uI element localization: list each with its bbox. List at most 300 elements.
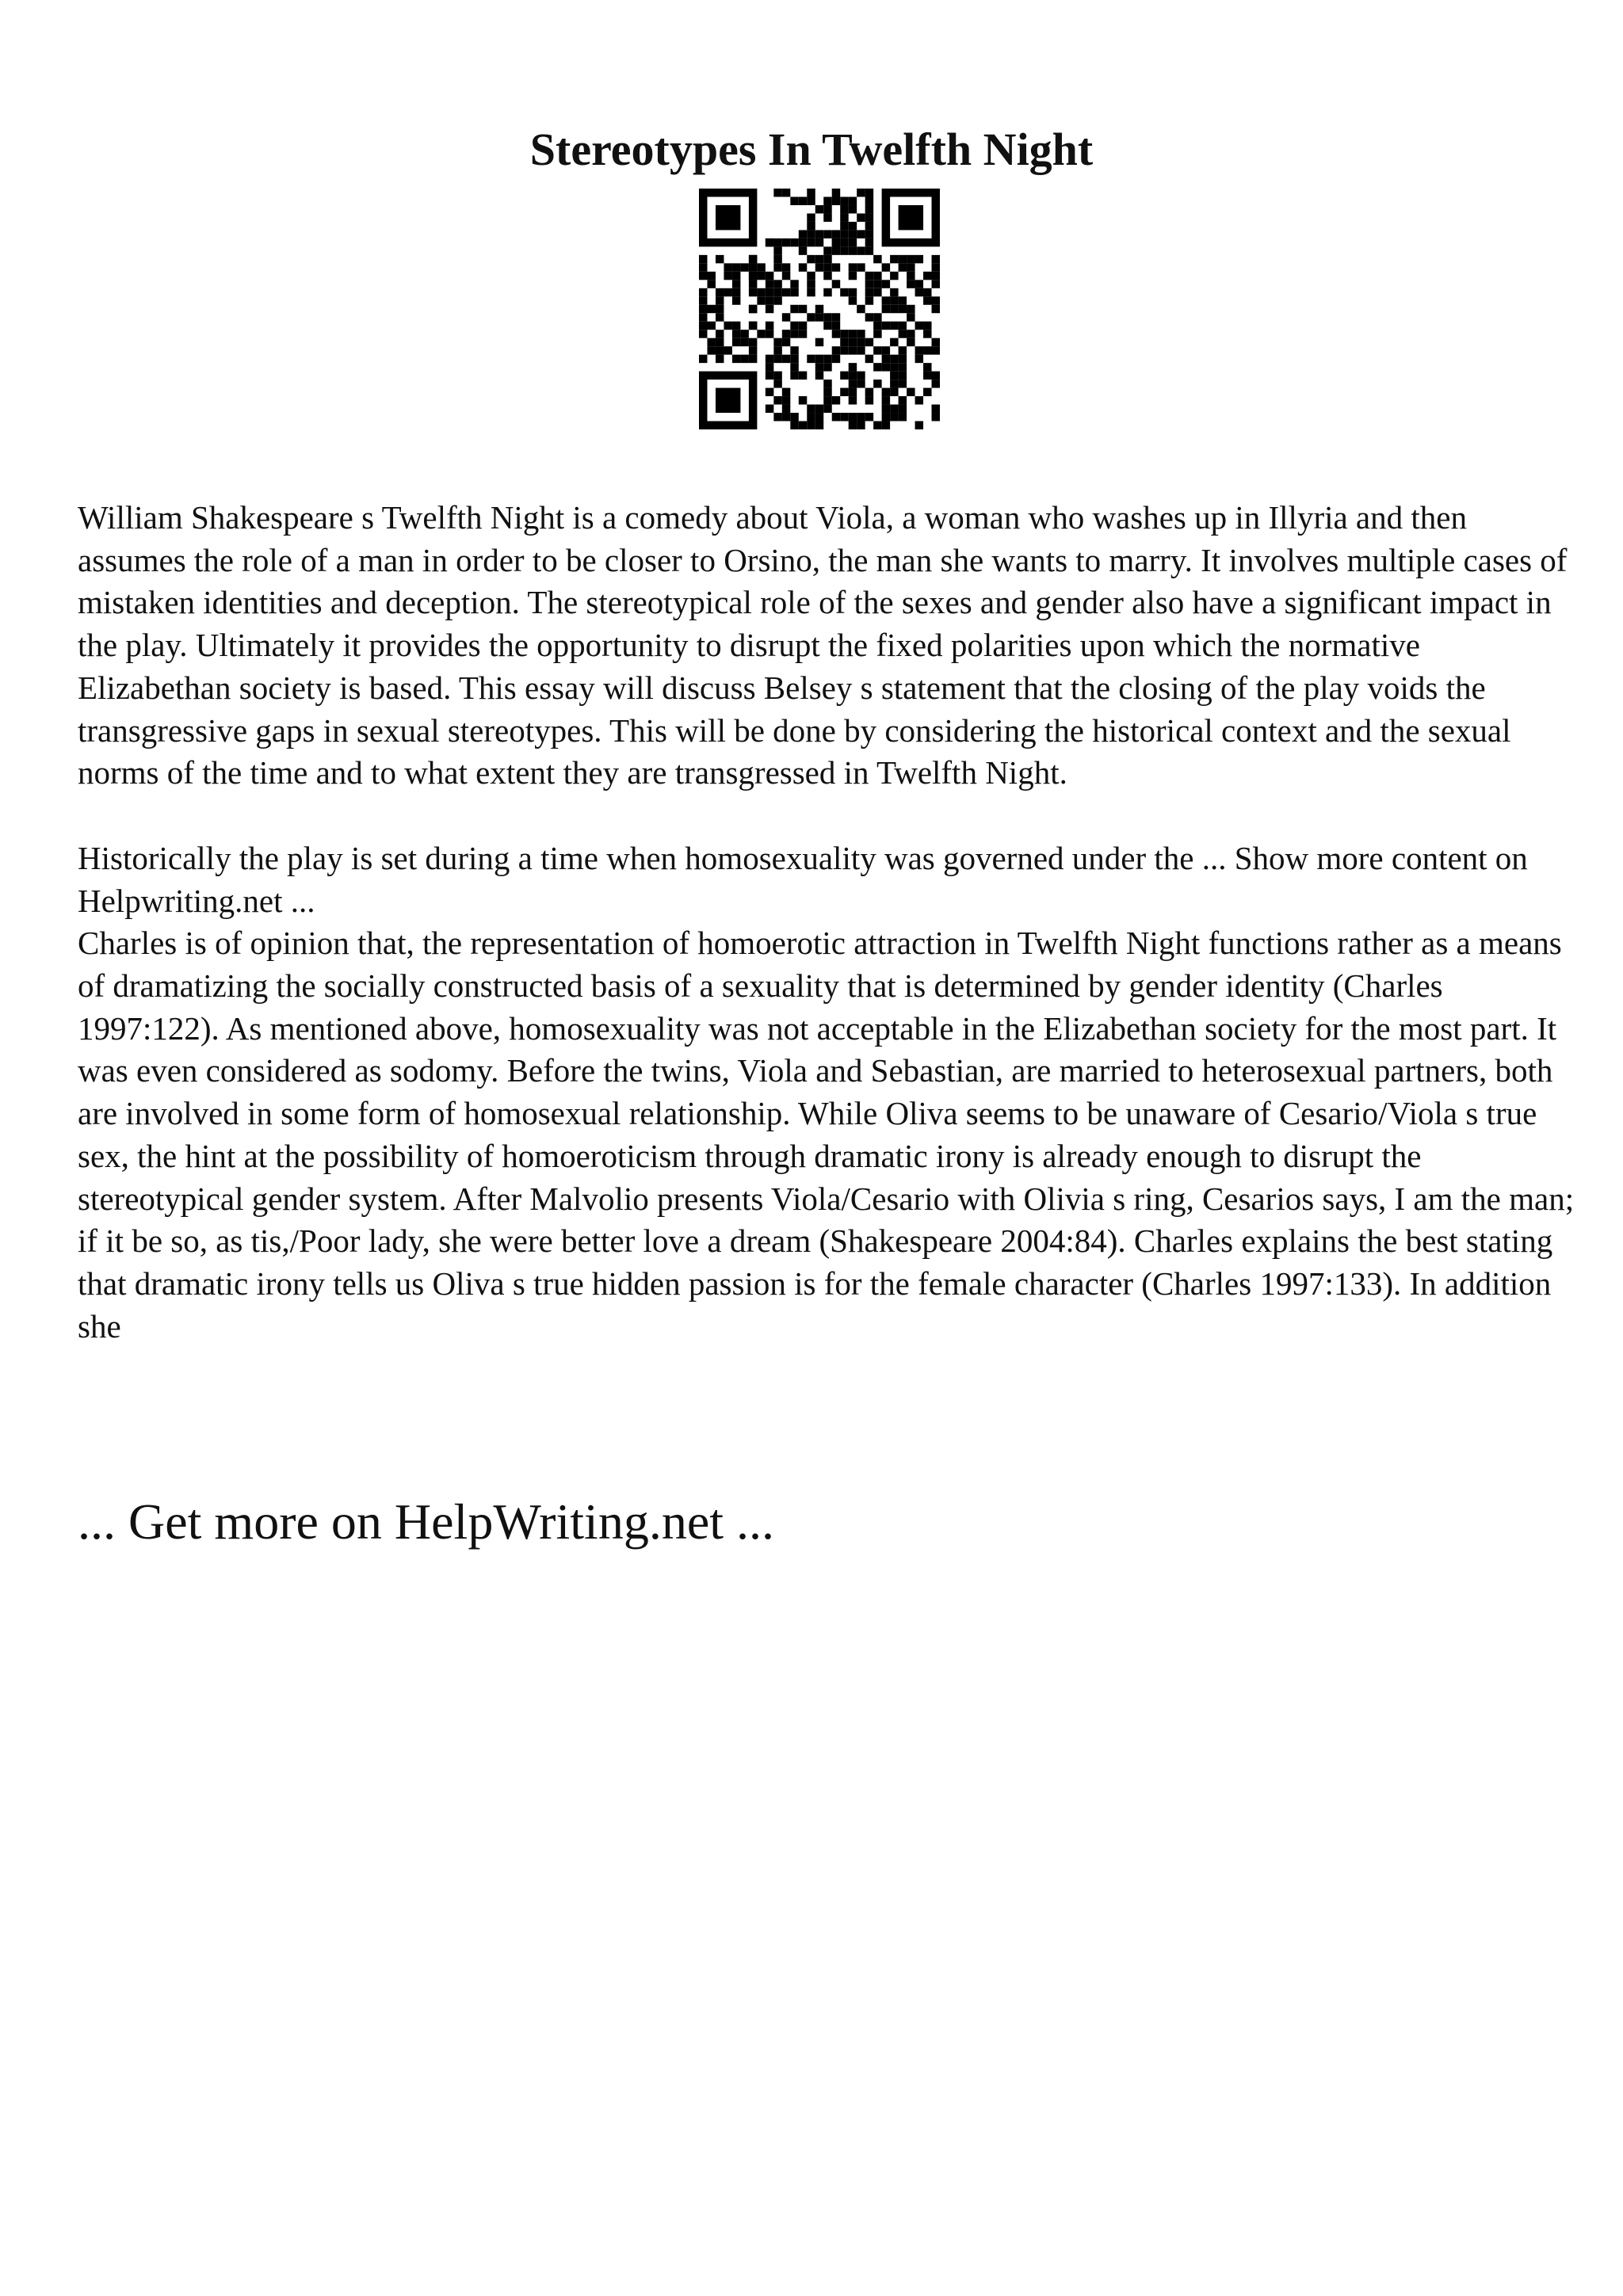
qr-module [899, 346, 907, 354]
qr-module [807, 213, 815, 221]
qr-module [865, 388, 873, 396]
qr-module [707, 305, 715, 313]
qr-module [823, 196, 831, 204]
qr-module [890, 405, 898, 413]
qr-module [915, 255, 923, 263]
qr-module [915, 280, 923, 288]
qr-module [773, 255, 781, 263]
qr-module [807, 196, 815, 204]
qr-module [865, 288, 873, 296]
qr-module [707, 346, 715, 354]
qr-module [716, 346, 724, 354]
qr-module [923, 288, 931, 296]
qr-module [823, 388, 831, 396]
qr-module [790, 280, 798, 288]
qr-module [849, 230, 857, 238]
qr-module [865, 230, 873, 238]
qr-module [823, 379, 831, 387]
qr-module [790, 363, 798, 371]
qr-module [823, 405, 831, 413]
qr-module [815, 413, 823, 421]
qr-module [823, 213, 831, 221]
qr-module [832, 196, 840, 204]
qr-module [749, 255, 757, 263]
qr-module [807, 272, 815, 280]
qr-module [857, 230, 865, 238]
qr-module [849, 372, 857, 379]
qr-module [766, 388, 773, 396]
qr-module [699, 355, 707, 363]
qr-module [699, 305, 707, 313]
qr-module [849, 238, 857, 246]
qr-module [807, 189, 815, 196]
qr-module [782, 355, 790, 363]
qr-module [766, 355, 773, 363]
qr-module [773, 396, 781, 404]
qr-module [865, 338, 873, 346]
qr-module [849, 296, 857, 304]
qr-module [865, 313, 873, 321]
qr-module [799, 322, 807, 330]
qr-module [799, 263, 807, 271]
qr-module [840, 346, 848, 354]
qr-module [840, 372, 848, 379]
qr-module [857, 413, 865, 421]
qr-module [923, 346, 931, 354]
get-more-link[interactable]: ... Get more on HelpWriting.net ... [78, 1493, 774, 1550]
qr-module [807, 405, 815, 413]
qr-module [782, 396, 790, 404]
qr-module [873, 313, 881, 321]
qr-module [915, 322, 923, 330]
paragraph-history-preview: Historically the play is set during a time when homosexuality was governed under the ... Show more content on Helpwriting.net ... [78, 839, 1528, 919]
qr-module [823, 255, 831, 263]
qr-module [732, 263, 740, 271]
qr-module [799, 238, 807, 246]
qr-module [807, 421, 815, 429]
qr-module [907, 313, 915, 321]
qr-module [732, 322, 740, 330]
qr-module [849, 363, 857, 371]
qr-module [815, 405, 823, 413]
qr-module [882, 421, 890, 429]
qr-module [840, 222, 848, 230]
qr-module [907, 263, 915, 271]
qr-module [932, 338, 940, 346]
qr-module [773, 338, 781, 346]
qr-module [882, 413, 890, 421]
qr-module [766, 330, 773, 338]
qr-module [915, 421, 923, 429]
qr-module [782, 189, 790, 196]
qr-module [790, 355, 798, 363]
qr-module [815, 230, 823, 238]
qr-module [766, 280, 773, 288]
qr-module [857, 330, 865, 338]
qr-module [707, 272, 715, 280]
qr-module [815, 313, 823, 321]
qr-module [865, 238, 873, 246]
qr-module [815, 238, 823, 246]
qr-module [849, 379, 857, 387]
qr-module [707, 322, 715, 330]
qr-module [716, 313, 724, 321]
qr-module [716, 305, 724, 313]
qr-module [749, 305, 757, 313]
qr-module [766, 296, 773, 304]
qr-module [799, 330, 807, 338]
qr-module [823, 396, 831, 404]
qr-module [766, 322, 773, 330]
qr-module [899, 355, 907, 363]
qr-module [899, 322, 907, 330]
qr-module [907, 330, 915, 338]
qr-module [832, 330, 840, 338]
qr-module [849, 196, 857, 204]
qr-module [782, 313, 790, 321]
qr-module [865, 413, 873, 421]
qr-module [899, 255, 907, 263]
qr-module [823, 322, 831, 330]
qr-module [840, 413, 848, 421]
qr-module [732, 338, 740, 346]
qr-module [782, 288, 790, 296]
qr-module [699, 313, 707, 321]
qr-module [832, 313, 840, 321]
qr-module [749, 355, 757, 363]
qr-module [882, 396, 890, 404]
qr-module [749, 322, 757, 330]
page-title: Stereotypes In Twelfth Night [529, 123, 1094, 175]
qr-module [865, 196, 873, 204]
qr-module [907, 280, 915, 288]
qr-module [790, 346, 798, 354]
qr-module [823, 272, 831, 280]
qr-module [832, 322, 840, 330]
qr-module [899, 413, 907, 421]
qr-module [890, 338, 898, 346]
qr-module [766, 372, 773, 379]
qr-module [865, 280, 873, 288]
qr-module [882, 263, 890, 271]
qr-module [890, 355, 898, 363]
qr-module [857, 246, 865, 254]
qr-module [857, 421, 865, 429]
qr-module [932, 372, 940, 379]
qr-module [857, 189, 865, 196]
qr-module [807, 355, 815, 363]
qr-module [823, 205, 831, 213]
qr-module [840, 196, 848, 204]
qr-module [849, 338, 857, 346]
qr-module [907, 255, 915, 263]
qr-module [823, 288, 831, 296]
qr-module [823, 230, 831, 238]
qr-module [799, 421, 807, 429]
qr-module [773, 296, 781, 304]
qr-module [699, 288, 707, 296]
qr-module [899, 405, 907, 413]
qr-module [699, 255, 707, 263]
qr-module [699, 330, 707, 338]
qr-module [865, 189, 873, 196]
qr-module [732, 272, 740, 280]
qr-module [923, 296, 931, 304]
qr-module [815, 338, 823, 346]
qr-module [907, 338, 915, 346]
qr-module [732, 288, 740, 296]
qr-module [899, 263, 907, 271]
qr-module [757, 296, 765, 304]
qr-module [823, 355, 831, 363]
qr-module [740, 330, 748, 338]
qr-module [857, 379, 865, 387]
qr-module [799, 372, 807, 379]
qr-module [815, 363, 823, 371]
qr-module [849, 263, 857, 271]
qr-module [907, 388, 915, 396]
qr-module [815, 421, 823, 429]
qr-module [849, 388, 857, 396]
qr-module [840, 338, 848, 346]
qr-module [749, 263, 757, 271]
qr-module [790, 372, 798, 379]
qr-module [899, 372, 907, 379]
qr-module [932, 255, 940, 263]
qr-module [815, 372, 823, 379]
qr-module [807, 288, 815, 296]
qr-module [882, 280, 890, 288]
qr-module [840, 246, 848, 254]
qr-module [815, 355, 823, 363]
qr-module [773, 288, 781, 296]
qr-module [773, 372, 781, 379]
qr-module [865, 272, 873, 280]
qr-module [716, 288, 724, 296]
qr-module [840, 230, 848, 238]
qr-module [882, 346, 890, 354]
qr-module [849, 205, 857, 213]
qr-module [782, 272, 790, 280]
document-body [78, 497, 1575, 1348]
qr-module [857, 372, 865, 379]
qr-module [807, 413, 815, 421]
qr-module [832, 246, 840, 254]
qr-module [873, 363, 881, 371]
qr-module [773, 355, 781, 363]
qr-module [832, 413, 840, 421]
qr-module [699, 322, 707, 330]
qr-module [849, 222, 857, 230]
qr-module [932, 296, 940, 304]
qr-module [716, 355, 724, 363]
qr-module [932, 379, 940, 387]
qr-module [799, 196, 807, 204]
qr-module [882, 363, 890, 371]
qr-code-icon [699, 189, 940, 429]
qr-module [823, 263, 831, 271]
qr-module [807, 230, 815, 238]
qr-module [790, 322, 798, 330]
qr-module [873, 272, 881, 280]
qr-module [740, 263, 748, 271]
qr-module [790, 305, 798, 313]
qr-module [899, 205, 923, 230]
qr-module [890, 296, 898, 304]
paragraph-intro: William Shakespeare s Twelfth Night is a comedy about Viola, a woman who washes up in Illyria and then assumes the role of a man in order to be closer to Orsino, the man she wants to marry. It involves multiple cases of mistaken identities and deception. The stereotypical role of the sexes and gender also have a significant impact in the play. Ultimately it provides the opportunity to disrupt the fixed polarities upon which the normative Elizabethan society is based. This essay will discuss Belsey s statement that the closing of the play voids the transgressive gaps in sexual stereotypes. This will be done by considering the historical context and the sexual norms of the time and to what extent they are transgressed in Twelfth Night. [78, 499, 1568, 791]
qr-module [773, 263, 781, 271]
qr-module [899, 330, 907, 338]
qr-module [857, 346, 865, 354]
qr-module [790, 288, 798, 296]
qr-module [932, 280, 940, 288]
qr-module [865, 246, 873, 254]
qr-module [807, 313, 815, 321]
qr-module [757, 263, 765, 271]
qr-module [890, 372, 898, 379]
qr-module [882, 355, 890, 363]
qr-module [840, 388, 848, 396]
qr-module [873, 346, 881, 354]
qr-module [766, 363, 773, 371]
qr-module [799, 246, 807, 254]
qr-module [732, 355, 740, 363]
qr-module [923, 322, 931, 330]
qr-module [724, 272, 731, 280]
qr-module [815, 263, 823, 271]
qr-module [716, 255, 724, 263]
qr-module [832, 280, 840, 288]
qr-module [873, 421, 881, 429]
qr-module [732, 296, 740, 304]
qr-module [873, 322, 881, 330]
qr-module [849, 246, 857, 254]
qr-module [815, 205, 823, 213]
qr-module [865, 296, 873, 304]
qr-module [766, 405, 773, 413]
qr-module [890, 363, 898, 371]
qr-module [757, 288, 765, 296]
qr-module [857, 338, 865, 346]
qr-module [923, 330, 931, 338]
qr-module [840, 288, 848, 296]
qr-module [857, 213, 865, 221]
qr-module [923, 272, 931, 280]
qr-module [899, 305, 907, 313]
qr-module [749, 288, 757, 296]
qr-module [699, 296, 707, 304]
qr-module [840, 213, 848, 221]
qr-module [857, 263, 865, 271]
qr-module [873, 379, 881, 387]
qr-module [932, 346, 940, 354]
qr-module [873, 280, 881, 288]
qr-module [699, 263, 707, 271]
qr-module [782, 405, 790, 413]
qr-module [849, 346, 857, 354]
qr-module [890, 255, 898, 263]
qr-module [840, 238, 848, 246]
qr-module [773, 246, 781, 254]
qr-module [932, 272, 940, 280]
qr-module [782, 388, 790, 396]
qr-module [865, 213, 873, 221]
qr-module [823, 246, 831, 254]
qr-module [865, 355, 873, 363]
qr-module [807, 255, 815, 263]
qr-module [832, 189, 840, 196]
qr-module [773, 379, 781, 387]
paragraph-gap [78, 795, 1575, 837]
qr-module [890, 379, 898, 387]
qr-module [873, 288, 881, 296]
qr-module [849, 330, 857, 338]
qr-module [799, 230, 807, 238]
qr-module [766, 272, 773, 280]
qr-module [849, 396, 857, 404]
qr-module [699, 272, 707, 280]
qr-module [849, 288, 857, 296]
qr-module [873, 330, 881, 338]
qr-module [732, 330, 740, 338]
qr-module [932, 263, 940, 271]
qr-module [890, 288, 898, 296]
qr-module [832, 230, 840, 238]
qr-module [932, 413, 940, 421]
qr-module [890, 413, 898, 421]
qr-module [773, 280, 781, 288]
qr-module [724, 263, 731, 271]
qr-module [724, 346, 731, 354]
qr-module [790, 421, 798, 429]
qr-module [923, 388, 931, 396]
qr-module [716, 330, 724, 338]
qr-module [915, 355, 923, 363]
qr-code-graphic [699, 189, 940, 429]
qr-module [832, 263, 840, 271]
qr-module [766, 288, 773, 296]
qr-module [707, 338, 715, 346]
qr-module [724, 322, 731, 330]
qr-module [923, 372, 931, 379]
qr-module [823, 363, 831, 371]
qr-module [915, 288, 923, 296]
qr-module [907, 272, 915, 280]
qr-module [716, 338, 724, 346]
paragraph-charles-analysis: Charles is of opinion that, the representation of homoerotic attraction in Twelfth Night functions rather as a means of dramatizing the socially constructed basis of a sexuality that is determined by gender identity (Charles 1997:122). As mentioned above, homosexuality was not acceptable in the Elizabethan society for the most part. It was even considered as sodomy. Before the twins, Viola and Sebastian, are married to heterosexual partners, both are involved in some form of homosexual relationship. While Oliva seems to be unaware of Cesario/Viola s true sex, the hint at the possibility of homoeroticism through dramatic irony is already enough to disrupt the stereotypical gender system. After Malvolio presents Viola/Cesario with Olivia s ring, Cesarios says, I am the man; if it be so, as tis,/Poor lady, she were better love a dream (Shakespeare 2004:84). Charles explains the best stating that dramatic irony tells us Oliva s true hidden passion is for the female character (Charles 1997:133). In addition she [78, 925, 1575, 1344]
qr-module [782, 330, 790, 338]
qr-module [799, 396, 807, 404]
qr-module [749, 346, 757, 354]
qr-module [790, 413, 798, 421]
qr-module [882, 296, 890, 304]
qr-module [890, 322, 898, 330]
qr-module [749, 338, 757, 346]
qr-module [882, 322, 890, 330]
qr-module [740, 338, 748, 346]
qr-module [923, 363, 931, 371]
qr-module [832, 355, 840, 363]
qr-module [807, 280, 815, 288]
qr-module [882, 388, 890, 396]
qr-module [716, 296, 724, 304]
qr-module [832, 396, 840, 404]
qr-module [773, 346, 781, 354]
qr-module [732, 280, 740, 288]
qr-module [740, 355, 748, 363]
qr-module [865, 205, 873, 213]
qr-module [757, 272, 765, 280]
